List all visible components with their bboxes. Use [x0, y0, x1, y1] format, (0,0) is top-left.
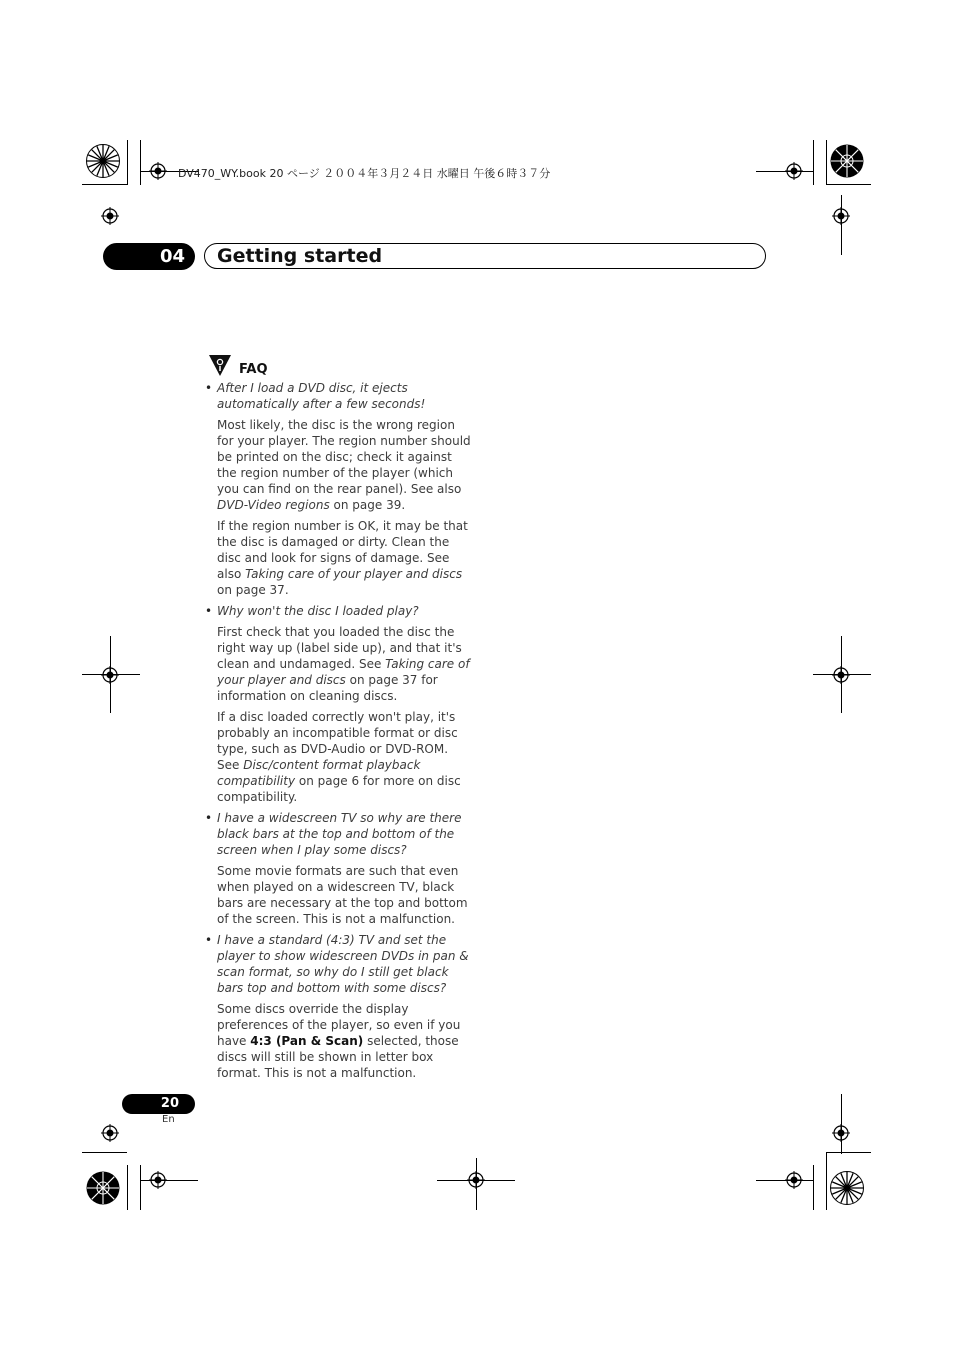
starburst-mark-icon — [830, 1171, 864, 1205]
cross-reference: DVD-Video regions — [217, 498, 330, 512]
registration-target-icon — [785, 162, 803, 180]
faq-question: • I have a standard (4:3) TV and set the player to show widescreen DVDs in pan & scan format, so why do I still get black bars top and bottom with some discs? — [205, 932, 473, 996]
registration-target-icon — [467, 1171, 485, 1189]
starburst-mark-icon — [830, 144, 864, 178]
starburst-mark-icon — [86, 1171, 120, 1205]
cross-reference: Taking care of your player and discs — [217, 657, 470, 687]
registration-target-icon — [832, 666, 850, 684]
registration-target-icon — [101, 1124, 119, 1142]
faq-answer: Most likely, the disc is the wrong region for your player. The region number should be printed on the disc; check it against the region number of the player (which you can find on the rear panel). See also DVD-Video regions on page 39. — [217, 418, 471, 512]
page-language: En — [162, 1114, 175, 1125]
registration-target-icon — [832, 1124, 850, 1142]
chapter-title-box — [204, 243, 766, 269]
faq-question: • I have a widescreen TV so why are there black bars at the top and bottom of the screen when I play some discs? — [205, 810, 473, 858]
printer-header: DV470_WY.book 20 ページ ２００４年３月２４日 水曜日 午後６時３７分 — [178, 167, 551, 180]
cross-reference: Disc/content format playback compatibility — [217, 758, 421, 788]
faq-heading — [207, 352, 268, 378]
registration-target-icon — [149, 162, 167, 180]
page-number: 20 — [122, 1094, 195, 1114]
faq-question: • After I load a DVD disc, it ejects automatically after a few seconds! — [205, 380, 473, 412]
chapter-title: Getting started — [217, 245, 383, 267]
starburst-mark-icon — [86, 144, 120, 178]
faq-answer: If a disc loaded correctly won't play, it's probably an incompatible format or disc type, such as DVD-Audio or DVD-ROM. See Disc/content format playback compatibility on page 6 for more on disc compatibility. — [217, 710, 461, 804]
faq-answer: If the region number is OK, it may be that the disc is damaged or dirty. Clean the disc and look for signs of damage. See also Taking care of your player and discs on page 37. — [217, 519, 468, 597]
faq-heading-label: FAQ — [239, 361, 268, 377]
faq-answer: First check that you loaded the disc the right way up (label side up), and that it's clean and undamaged. See Taking care of your player and discs on page 37 for information on cleaning discs. — [217, 625, 470, 703]
faq-answer: Some discs override the display preferences of the player, so even if you have 4:3 (Pan & Scan) selected, those discs will still be shown in letter box format. This is not a malfunction. — [217, 1002, 461, 1080]
faq-content — [205, 380, 473, 1086]
registration-target-icon — [101, 207, 119, 225]
registration-target-icon — [832, 207, 850, 225]
registration-target-icon — [101, 666, 119, 684]
faq-question: • Why won't the disc I loaded play? — [205, 603, 473, 619]
registration-target-icon — [785, 1171, 803, 1189]
registration-target-icon — [149, 1171, 167, 1189]
chapter-number-tab: 04 — [103, 243, 195, 270]
faq-answer: Some movie formats are such that even when played on a widescreen TV, black bars are necessary at the top and bottom of the screen. This is not a malfunction. — [217, 864, 468, 926]
setting-name: 4:3 (Pan & Scan) — [250, 1034, 364, 1048]
faq-tip-icon — [207, 352, 233, 378]
cross-reference: Taking care of your player and discs — [245, 567, 463, 581]
